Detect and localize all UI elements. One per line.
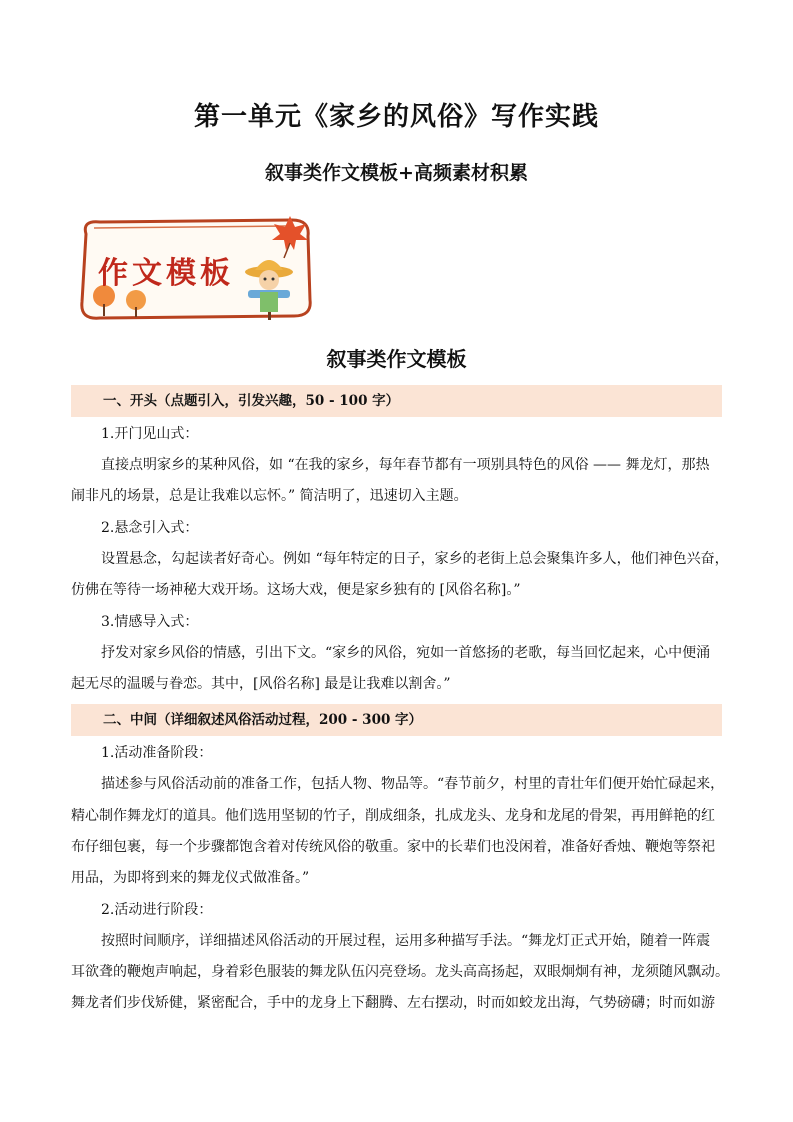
badge-text: 作文模板	[98, 256, 234, 291]
template-badge	[72, 212, 322, 324]
part1-item3-label: 3.情感导入式：	[101, 614, 199, 630]
paragraph-line: 用品，为即将到来的舞龙仪式做准备。”	[71, 870, 310, 886]
paragraph-line: 设置悬念，勾起读者好奇心。例如 “每年特定的日子，家乡的老街上总会聚集许多人，他们神色兴奋，	[101, 551, 729, 567]
paragraph-line: 直接点明家乡的某种风俗，如 “在我的家乡，每年春节都有一项别具特色的风俗 —— 舞龙灯，那热	[101, 457, 710, 473]
paragraph-line: 精心制作舞龙灯的道具。他们选用坚韧的竹子，削成细条，扎成龙头、龙身和龙尾的骨架，再用鲜艳的红	[71, 808, 715, 824]
paragraph-line: 布仔细包裹，每一个步骤都饱含着对传统风俗的敬重。家中的长辈们也没闲着，准备好香烛、鞭炮等祭祀	[71, 839, 715, 855]
paragraph-line: 描述参与风俗活动前的准备工作，包括人物、物品等。“春节前夕，村里的青壮年们便开始忙碌起来，	[101, 776, 725, 792]
section-title: 叙事类作文模板	[326, 347, 467, 371]
part1-heading: 一、开头（点题引入，引发兴趣，50 - 100 字）	[71, 385, 722, 417]
part2-item1-label: 1.活动准备阶段：	[101, 745, 213, 761]
part1-item2-label: 2.悬念引入式：	[101, 520, 199, 536]
paragraph-line: 闹非凡的场景，总是让我难以忘怀。” 简洁明了，迅速切入主题。	[71, 488, 468, 504]
paragraph-line: 按照时间顺序，详细描述风俗活动的开展过程，运用多种描写手法。“舞龙灯正式开始，随着一阵震	[101, 933, 711, 949]
page-title: 第一单元《家乡的风俗》写作实践	[193, 102, 599, 132]
part2-heading: 二、中间（详细叙述风俗活动过程，200 - 300 字）	[71, 704, 722, 736]
paragraph-line: 起无尽的温暖与眷恋。其中，[风俗名称] 最是让我难以割舍。”	[71, 676, 451, 692]
part2-item2-label: 2.活动进行阶段：	[101, 902, 213, 918]
page-subtitle: 叙事类作文模板+高频素材积累	[265, 162, 528, 184]
paragraph-line: 耳欲聋的鞭炮声响起，身着彩色服装的舞龙队伍闪亮登场。龙头高高扬起，双眼炯炯有神，龙须随风飘动。	[71, 964, 729, 980]
paragraph-line: 仿佛在等待一场神秘大戏开场。这场大戏，便是家乡独有的 [风俗名称]。”	[71, 582, 521, 598]
paragraph-line: 抒发对家乡风俗的情感，引出下文。“家乡的风俗，宛如一首悠扬的老歌，每当回忆起来，心中便涌	[101, 645, 711, 661]
paragraph-line: 舞龙者们步伐矫健，紧密配合，手中的龙身上下翻腾、左右摆动，时而如蛟龙出海，气势磅礴；时而如游	[71, 995, 715, 1011]
part1-item1-label: 1.开门见山式：	[101, 426, 199, 442]
